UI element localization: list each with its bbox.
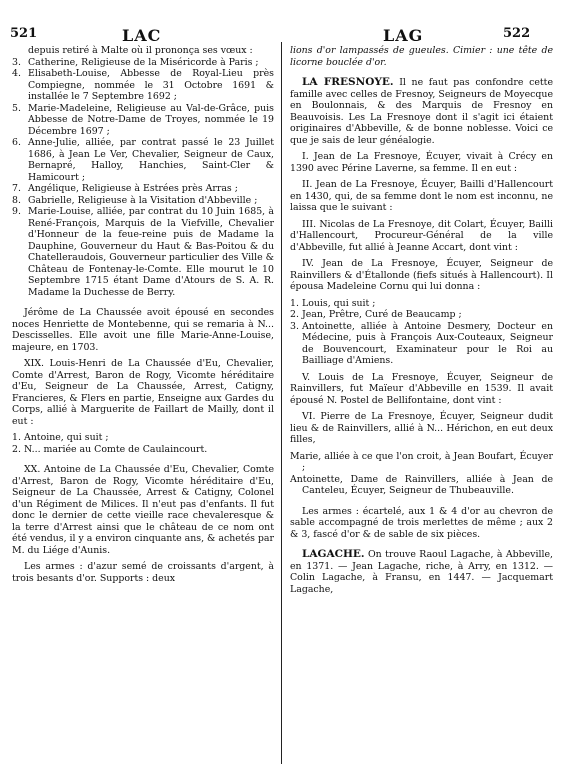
- generation-iv-paragraph: IV. Jean de La Fresnoye, Écuyer, Seigneur de Rainvillers & d'Étallonde (fiefs situés à Hallencourt). Il épousa Madeleine Cornu qui lui donna :: [290, 258, 553, 292]
- item-number: 5.: [12, 102, 21, 114]
- generation-xix-paragraph: XIX. Louis-Henri de La Chaussée d'Eu, Chevalier, Comte d'Arrest, Baron de Rogy, Vicomte héréditaire d'Eu, Seigneur de La Chaussée, Arrest, Catigny, Francieres, & Flers en partie, Enseigne aux Gardes du Corps, allié à Marguerite de Faillart de Mailly, dont il eut :: [12, 358, 274, 427]
- arms-paragraph: Les armes : écartelé, aux 1 & 4 d'or au chevron de sable accompagné de trois merlettes de même ; aux 2 & 3, fascé d'or & de sable de six pièces.: [290, 505, 553, 540]
- list-item: [12, 137, 274, 183]
- list-item: [290, 298, 553, 310]
- list-item: [12, 195, 274, 207]
- item-text: Angélique, Religieuse à Estrées près Arras ;: [28, 183, 238, 194]
- item-number: 1.: [290, 297, 299, 309]
- generation-xx-paragraph: XX. Antoine de La Chaussée d'Eu, Chevalier, Comte d'Arrest, Baron de Rogy, Vicomte héréditaire d'Eu, Seigneur de La Chaussée, Arrest & Catigny, Colonel d'un Régiment de Milices. Il n'eut pas d'enfants. Il fut donc le dernier de cette vieille race chevaleresque & la terre d'Arrest ainsi que le château de ce nom ont été vendus, il y a environ cinquante ans, & achetés par M. du Liége d'Aunis.: [12, 464, 274, 556]
- item-number: 9.: [12, 206, 21, 217]
- entry-text: Il ne faut pas confondre cette famille avec celles de Fresnoy, Seigneurs de Moyecque en Boulonnais, & des Marquis de Fresnoy en Beauvoisis. Les La Fresnoye dont il s'agit ici étaient originaires d'Abbeville, & de bonne noblesse. Voici ce que je sais de leur généalogie.: [290, 77, 553, 146]
- generation-vi-paragraph: VI. Pierre de La Fresnoye, Écuyer, Seigneur dudit lieu & de Rainvillers, allié à N... Hérichon, en eut deux filles,: [290, 411, 553, 445]
- arms-paragraph: Les armes : d'azur semé de croissants d'argent, à trois besants d'or. Supports : deux: [12, 561, 274, 584]
- list-item: [12, 206, 274, 298]
- right-column: [290, 45, 553, 595]
- item-number: 2.: [290, 309, 299, 320]
- left-running-title: LAC: [122, 26, 162, 45]
- jerome-paragraph: Jérôme de La Chaussée avoit épousé en secondes noces Henriette de Montebenne, qui se remaria à N... Descisselles. Elle avoit une fille Marie-Anne-Louise, majeure, en 1703.: [12, 307, 274, 353]
- item-text: Antoinette, alliée à Antoine Desmery, Docteur en Médecine, puis à François Aux-Couteaux, Seigneur de Bouvencourt, Examinateur pour le Roi au Bailliage d'Amiens.: [302, 320, 553, 366]
- generation-iii-paragraph: III. Nicolas de La Fresnoye, dit Colart, Écuyer, Bailli d'Hallencourt, Procureur-Général de la ville d'Abbeville, fut allié à Jeanne Accart, dont vint :: [290, 218, 553, 253]
- item-number: 6.: [12, 137, 21, 148]
- list-item: [12, 57, 274, 69]
- generation-ii-paragraph: II. Jean de La Fresnoye, Écuyer, Bailli d'Hallencourt en 1430, qui, de sa femme dont le nom est inconnu, ne laissa que le suivant :: [290, 179, 553, 213]
- item-text: Elisabeth-Louise, Abbesse de Royal-Lieu près Compiegne, nommée le 31 Octobre 1691 & installée le 7 Septembre 1692 ;: [28, 68, 274, 102]
- item-text: Marie-Madeleine, Religieuse au Val-de-Grâce, puis Abbesse de Notre-Dame de Troyes, nommée le 19 Décembre 1697 ;: [28, 102, 274, 137]
- item-text: Catherine, Religieuse de la Miséricorde à Paris ;: [28, 56, 259, 68]
- right-page-number: 522: [503, 26, 531, 41]
- left-column: [12, 45, 274, 584]
- list-item: [12, 45, 274, 57]
- item-text: N... mariée au Comte de Caulaincourt.: [24, 443, 208, 455]
- right-running-title: LAG: [383, 26, 424, 45]
- continuation-paragraph: lions d'or lampassés de gueules. Cimier : une tête de licorne bouclée d'or.: [290, 45, 553, 68]
- entry-heading: LAGACHE.: [302, 548, 365, 560]
- item-number: 1.: [12, 432, 21, 443]
- item-number: 2.: [12, 443, 21, 455]
- item-text: Louis, qui suit ;: [302, 297, 376, 309]
- item-number: 3.: [12, 56, 21, 68]
- generation-i-paragraph: I. Jean de La Fresnoye, Écuyer, vivait à Crécy en 1390 avec Périne Laverne, sa femme. Il en eut :: [290, 151, 553, 174]
- item-number: 3.: [290, 320, 299, 332]
- item-number: 8.: [12, 194, 21, 206]
- item-text: Antoine, qui suit ;: [24, 432, 109, 443]
- list-item: [290, 321, 553, 367]
- list-item: [12, 432, 274, 444]
- list-item: [290, 309, 553, 321]
- item-text: Marie-Louise, alliée, par contrat du 10 Juin 1685, à René-François, Marquis de la Viefville, Chevalier d'Honneur de la feue-reine puis de Madame la Dauphine, Gouverneur du Haut & Bas-Poitou & du Chatelleraudois, Gouverneur particulier des Ville & Château de Fontenay-le-Comte. Elle mourut le 10 Septembre 1715 étant Dame d'Atours de S. A. R. Madame la Duchesse de Berry.: [28, 206, 274, 298]
- generation-v-paragraph: V. Louis de La Fresnoye, Écuyer, Seigneur de Rainvillers, fut Maïeur d'Abbeville en 1539. Il avait épousé N. Postel de Bellifontaine, dont vint :: [290, 371, 553, 406]
- item-number: 7.: [12, 183, 21, 194]
- column-divider: [281, 42, 282, 764]
- list-item: Antoinette, Dame de Rainvillers, alliée à Jean de Canteleu, Écuyer, Seigneur de Thubeauville.: [290, 473, 553, 496]
- entry-text: On trouve Raoul Lagache, à Abbeville, en 1371. — Jean Lagache, riche, à Arry, en 1312. — Colin Lagache, à Fransu, en 1447. — Jacquemart Lagache,: [290, 549, 553, 595]
- list-item: Marie, alliée à ce que l'on croit, à Jean Boufart, Écuyer ;: [290, 450, 553, 473]
- item-text: depuis retiré à Malte où il prononça ses vœux :: [28, 45, 253, 56]
- list-item: [12, 68, 274, 103]
- item-text: Anne-Julie, alliée, par contrat passé le 23 Juillet 1686, à Jean Le Ver, Chevalier, Seigneur de Caux, Bernapré, Halloy, Hanchies, Saint-Cler & Hamicourt ;: [28, 137, 274, 183]
- entry-heading: LA FRESNOYE.: [302, 76, 394, 88]
- left-page-number: 521: [10, 26, 38, 41]
- lagache-entry: [290, 549, 553, 595]
- fresnoye-entry: [290, 77, 553, 146]
- list-item: [12, 183, 274, 195]
- list-item: [12, 444, 274, 456]
- item-text: Jean, Prêtre, Curé de Beaucamp ;: [302, 309, 462, 320]
- item-number: [12, 45, 28, 57]
- item-number: 4.: [12, 68, 21, 79]
- list-item: [12, 103, 274, 138]
- item-text: Gabrielle, Religieuse à la Visitation d'Abbeville ;: [28, 194, 258, 206]
